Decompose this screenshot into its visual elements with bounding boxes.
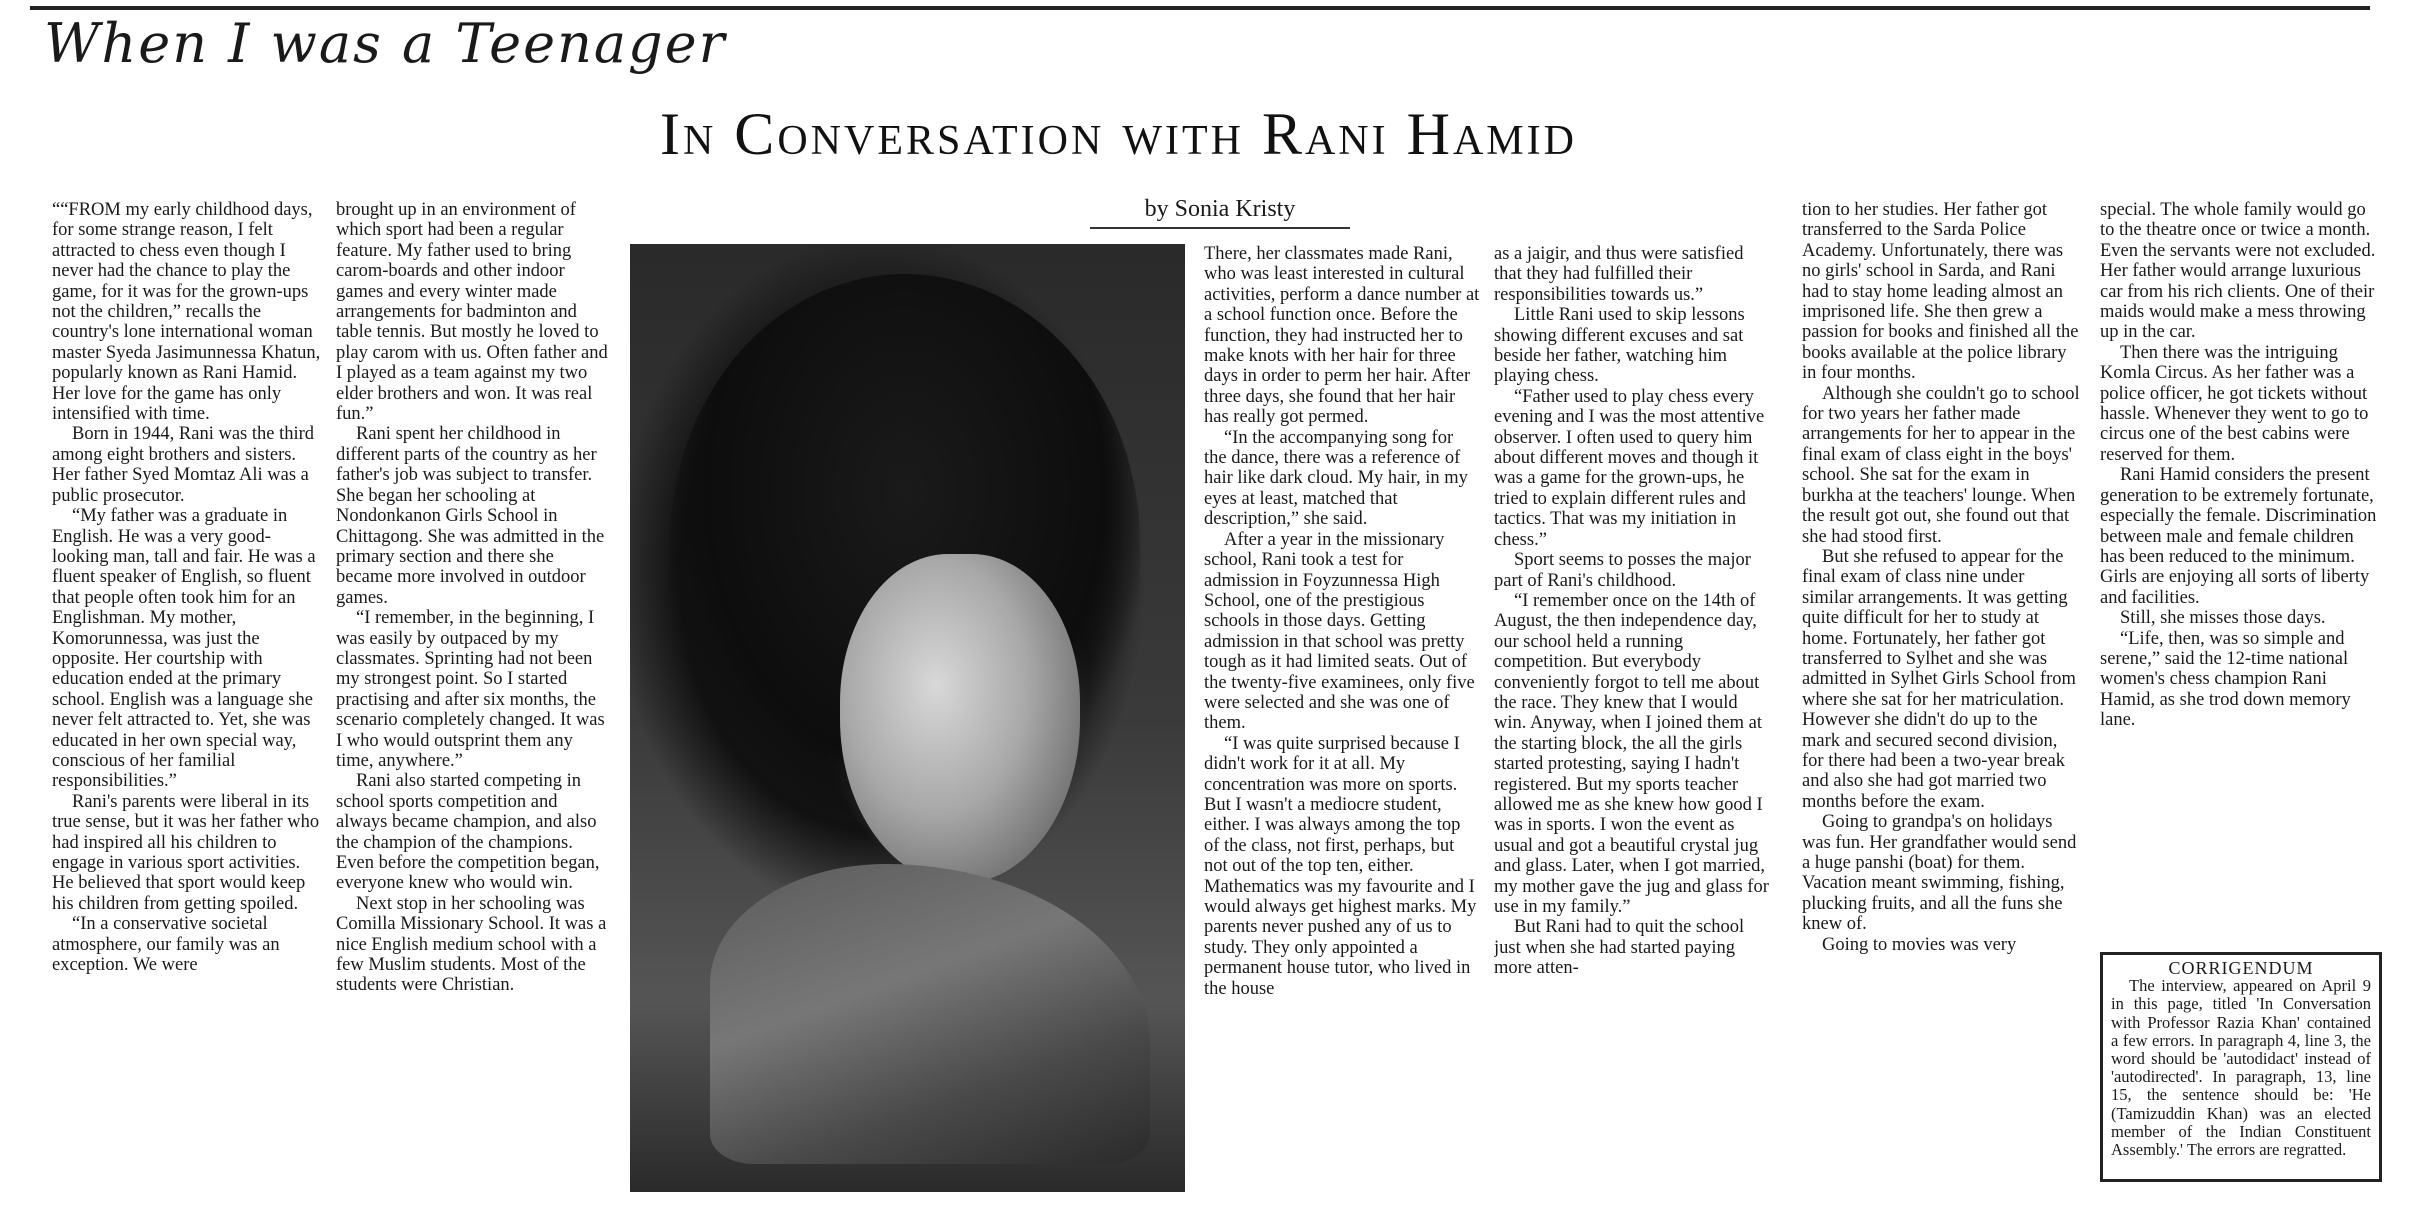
paragraph: tion to her studies. Her father got transferred to the Sarda Police Academy. Unfortunately, there was no girls' school in Sarda, and Rani had to stay home leading almost an imprisoned life. She then grew a passion for books and finished all the books available at the police library in four months. [1802,200,2079,384]
paragraph: There, her classmates made Rani, who was least interested in cultural activities, perform a dance number at a school function once. Before the function, they had instructed her to make knots with her hair for three days in order to perm her hair. After three days, she found that her hair has really got permed. [1204,244,1480,428]
paragraph: Then there was the intriguing Komla Circus. As her father was a police officer, he got tickets without hassle. Whenever they went to go to circus one of the best cabins were reserved for them. [2100,342,2369,465]
paragraph: But she refused to appear for the final exam of class nine under similar arrangements. It was getting quite difficult for her to study at home. Fortunately, her father got transferred to Sylhet and she was admitted in Sylhet Girls School from where she sat for her matriculation. However she didn't do up to the mark and secured second division, for there had been a two-year break and also she had got married two months before the exam. [1802,546,2076,812]
byline: by Sonia Kristy [1090,196,1350,229]
photo-face [840,554,1080,884]
photo-scarf [710,864,1150,1164]
article-column-3 [1204,244,1480,1194]
paragraph: “I remember, in the beginning, I was easily by outpaced by my classmates. Sprinting had not been my strongest point. So I started practising and after six months, the scenario completely changed. It was I who would outsprint them any time, anywhere.” [336,608,605,771]
paragraph: “Life, then, was so simple and serene,” said the 12-time national women's chess champion Rani Hamid, as she trod down memory lane. [2100,628,2351,731]
paragraph: Sport seems to posses the major part of Rani's childhood. [1494,550,1751,591]
portrait-photo [630,244,1185,1192]
paragraph: Next stop in her schooling was Comilla Missionary School. It was a nice English medium school with a few Muslim students. Most of the students were Christian. [336,893,607,996]
paragraph: Rani also started competing in school sports competition and always became champion, and also the champion of the champions. Even before the competition began, everyone knew who would win. [336,771,600,894]
paragraph: Although she couldn't go to school for two years her father made arrangements for her to appear in the final exam of class eight in the boys' school. She sat for the exam in burkha at the teachers' lounge. When the result got out, she found out that she had stood first. [1802,383,2080,547]
article-column-5 [1802,200,2080,1194]
paragraph: After a year in the missionary school, Rani took a test for admission in Foyzunnessa High School, one of the prestigious schools in those days. Getting admission in that school was pretty tough as it had limited seats. Out of the twenty-five examinees, only five were selected and she was one of them. [1204,529,1475,734]
paragraph: But Rani had to quit the school just when she had started paying more atten- [1494,917,1745,979]
paragraph: Going to grandpa's on holidays was fun. Her grandfather would send a huge panshi (boat) for them. Vacation meant swimming, fishing, plucking fruits, and all the funs she knew of. [1802,812,2077,935]
paragraph: Born in 1944, Rani was the third among eight brothers and sisters. Her father Syed Momtaz Ali was a public prosecutor. [52,424,315,506]
paragraph: Still, she misses those days. [2120,608,2326,629]
paragraph: Rani Hamid considers the present generation to be extremely fortunate, especially the female. Discrimination between male and female children has been reduced to the minimum. Girls are enjoying all sorts of liberty and facilities. [2100,465,2377,608]
paragraph: Rani spent her childhood in different parts of the country as her father's job was subject to transfer. She began her schooling at Nondonkanon Girls School in Chittagong. She was admitted in the primary section and there she became more involved in outdoor games. [336,424,605,608]
paragraph: “In a conservative societal atmosphere, our family was an exception. We were [52,914,280,976]
corrigendum-body: The interview, appeared on April 9 in this page, titled 'In Conversation with Professor Razia Khan' contained a few errors. In paragraph 4, line 3, the word should be 'autodidact' instead of 'autodirected'. In paragraph, 13, line 15, the sentence should be: 'He (Tamizuddin Khan) was an elected member of the Indian Constituent Assembly.' The errors are regratted. [2111,976,2371,1160]
header-rule [30,6,2370,10]
paragraph: Little Rani used to skip lessons showing different excuses and sat beside her father, watching him playing chess. [1494,305,1745,387]
article-column-1 [52,200,322,1190]
article-column-2 [336,200,608,1190]
paragraph: Rani's parents were liberal in its true sense, but it was her father who had inspired all his children to engage in various sport activities. He believed that sport would keep his children from getting spoiled. [52,791,320,914]
paragraph: as a jaigir, and thus were satisfied that they had fulfilled their responsibilities towards us.” [1494,244,1744,305]
paragraph: brought up in an environment of which sport had been a regular feature. My father used to bring carom-boards and other indoor games and every winter made arrangements for badminton and table tennis. But mostly he loved to play carom with us. Often father and I played as a team against my two elder brothers and won. It was real fun.” [336,200,608,425]
article-column-6 [2100,200,2382,940]
paragraph: “I remember once on the 14th of August, the then independence day, our school held a running competition. But everybody conveniently forgot to tell me about the race. They knew that I would win. Anyway, when I joined them at the starting block, the all the girls started protesting, saying I hadn't registered. But my sports teacher allowed me as she knew how good I was in sports. I won the event as usual and got a beautiful crystal jug and glass. Later, when I got married, my mother gave the jug and glass for use in my family.” [1494,590,1769,917]
article-column-4 [1494,244,1770,1194]
paragraph: “My father was a graduate in English. He was a very good-looking man, tall and fair. He was a fluent speaker of English, so fluent that people often took him for an Englishman. My mother, Komorunnessa, was just the opposite. Her courtship with education ended at the primary school. English was a language she never felt attracted to. Yet, she was educated in her own special way, conscious of her familial responsibilities.” [52,506,316,792]
corrigendum-title: CORRIGENDUM [2168,958,2314,978]
paragraph: “Father used to play chess every evening and I was the most attentive observer. I often used to query him about different moves and though it was a game for the grown-ups, he tried to explain different rules and tactics. That was my initiation in chess.” [1494,386,1765,550]
paragraph: special. The whole family would go to the theatre once or twice a month. Even the servants were not excluded. Her father would arrange luxurious car from his rich clients. One of their maids would make a mess throwing up in the car. [2100,200,2376,343]
article-headline: In Conversation with Rani Hamid [660,101,1577,167]
paragraph: Going to movies was very [1822,934,2017,955]
paragraph: “In the accompanying song for the dance, there was a reference of hair like dark cloud. My hair, in my eyes at least, matched that description,” she said. [1204,427,1468,530]
paragraph: ““FROM my early childhood days, for some strange reason, I felt attracted to chess even though I never had the chance to play the game, for it was for the grown-ups not the children,” recalls the country's lone international woman master Syeda Jasimunnessa Khatun, popularly known as Rani Hamid. Her love for the game has only intensified with time. [52,200,321,425]
corrigendum-box [2100,952,2382,1182]
section-kicker: When I was a Teenager [44,12,727,75]
paragraph: “I was quite surprised because I didn't work for it at all. My concentration was more on sports. But I wasn't a mediocre student, either. I was always among the top of the class, not first, perhaps, but not out of the top ten, either. Mathematics was my favourite and I would always get highest marks. My parents never pushed any of us to study. They only appointed a permanent house tutor, who lived in the house [1204,733,1477,999]
